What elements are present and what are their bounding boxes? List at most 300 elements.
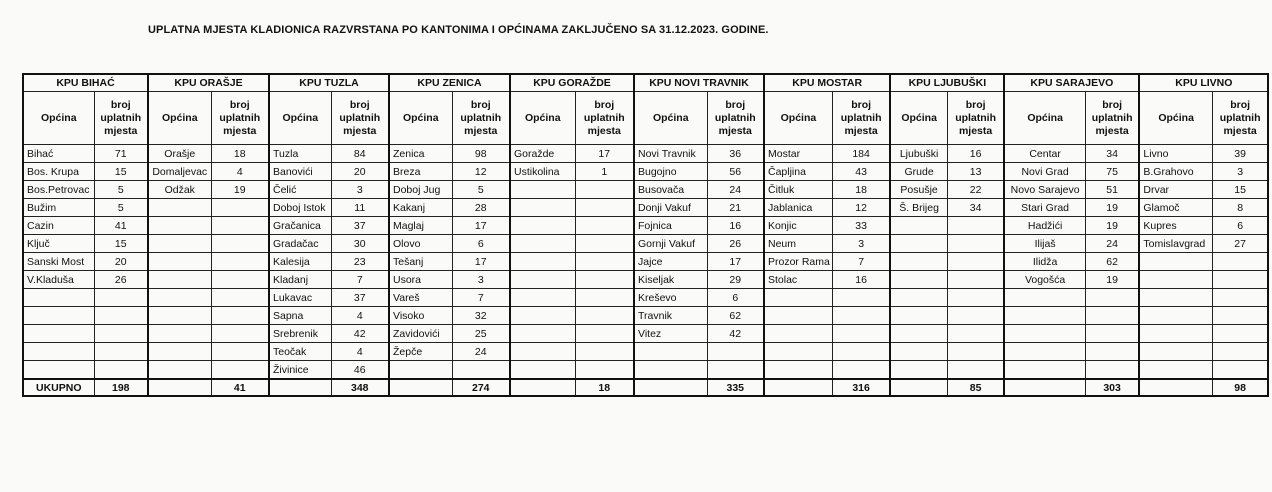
municipality-cell: Konjic xyxy=(764,217,832,235)
count-cell xyxy=(94,325,148,343)
count-cell xyxy=(832,361,890,380)
municipality-cell: Čelić xyxy=(269,181,331,199)
column-header-count-line: mjesta xyxy=(104,124,138,137)
municipality-cell: Š. Brijeg xyxy=(890,199,947,217)
municipality-cell: Novi Grad xyxy=(1004,163,1085,181)
column-header-count xyxy=(1212,92,1268,145)
column-header-count-line: uplatnih xyxy=(840,111,882,124)
count-cell: 98 xyxy=(452,145,510,163)
column-header-count-line: broj xyxy=(725,98,746,111)
count-cell: 5 xyxy=(94,199,148,217)
count-cell: 3 xyxy=(1212,163,1268,181)
count-cell xyxy=(1212,307,1268,325)
count-cell: 36 xyxy=(707,145,764,163)
count-cell xyxy=(575,199,634,217)
count-cell xyxy=(211,343,269,361)
table-row xyxy=(23,271,1268,289)
count-cell: 42 xyxy=(331,325,389,343)
count-cell: 11 xyxy=(331,199,389,217)
column-header-count-line: mjesta xyxy=(1095,124,1129,137)
municipality-cell xyxy=(764,343,832,361)
municipality-cell xyxy=(890,307,947,325)
column-header-count-line: uplatnih xyxy=(339,111,381,124)
municipality-cell: Gornji Vakuf xyxy=(634,235,707,253)
count-cell: 15 xyxy=(94,163,148,181)
column-header-count-line: mjesta xyxy=(223,124,257,137)
municipality-cell: B.Grahovo xyxy=(1139,163,1212,181)
count-cell: 15 xyxy=(1212,181,1268,199)
municipality-cell: Jajce xyxy=(634,253,707,271)
column-header-count-line: mjesta xyxy=(464,124,498,137)
municipality-cell: Kupres xyxy=(1139,217,1212,235)
count-cell: 7 xyxy=(452,289,510,307)
count-cell: 17 xyxy=(452,217,510,235)
column-header-count-line: broj xyxy=(965,98,986,111)
total-label-empty xyxy=(148,379,211,396)
kpu-group-name: KPU NOVI TRAVNIK xyxy=(634,74,764,92)
group-total-value: 85 xyxy=(947,379,1004,396)
column-header-municipality: Općina xyxy=(890,92,947,145)
count-cell: 37 xyxy=(331,289,389,307)
total-label-empty xyxy=(389,379,452,396)
count-cell: 13 xyxy=(947,163,1004,181)
count-cell: 33 xyxy=(832,217,890,235)
municipality-cell xyxy=(890,289,947,307)
count-cell: 17 xyxy=(575,145,634,163)
count-cell: 51 xyxy=(1085,181,1139,199)
count-cell: 43 xyxy=(832,163,890,181)
count-cell: 7 xyxy=(832,253,890,271)
count-cell: 3 xyxy=(452,271,510,289)
municipality-cell xyxy=(510,217,575,235)
column-header-count-line: uplatnih xyxy=(1091,111,1133,124)
column-header-count-line: broj xyxy=(229,98,250,111)
column-header-count-line: broj xyxy=(594,98,615,111)
municipality-cell: Živinice xyxy=(269,361,331,380)
count-cell xyxy=(575,235,634,253)
municipality-cell xyxy=(764,289,832,307)
municipality-cell: V.Kladuša xyxy=(23,271,94,289)
count-cell xyxy=(575,343,634,361)
municipality-cell xyxy=(510,253,575,271)
count-cell xyxy=(947,271,1004,289)
kpu-group-name: KPU GORAŽDE xyxy=(510,74,634,92)
table-row xyxy=(23,343,1268,361)
count-cell xyxy=(947,289,1004,307)
municipality-cell: Fojnica xyxy=(634,217,707,235)
count-cell: 26 xyxy=(707,235,764,253)
count-cell xyxy=(575,289,634,307)
count-cell: 19 xyxy=(1085,199,1139,217)
table-row xyxy=(23,289,1268,307)
municipality-cell: Lukavac xyxy=(269,289,331,307)
column-header-count xyxy=(94,92,148,145)
column-header-count-line: broj xyxy=(1102,98,1123,111)
column-header-count-line: uplatnih xyxy=(1219,111,1261,124)
count-cell: 17 xyxy=(707,253,764,271)
municipality-cell xyxy=(1004,361,1085,380)
count-cell: 23 xyxy=(331,253,389,271)
municipality-cell: Teočak xyxy=(269,343,331,361)
count-cell: 84 xyxy=(331,145,389,163)
count-cell xyxy=(1212,271,1268,289)
municipality-cell: Breza xyxy=(389,163,452,181)
municipality-cell: Bihać xyxy=(23,145,94,163)
group-total-value: 303 xyxy=(1085,379,1139,396)
municipality-cell: Domaljevac xyxy=(148,163,211,181)
municipality-cell xyxy=(148,217,211,235)
municipality-cell: Goražde xyxy=(510,145,575,163)
municipality-cell: Tešanj xyxy=(389,253,452,271)
municipality-cell: Ilijaš xyxy=(1004,235,1085,253)
kpu-group-name: KPU MOSTAR xyxy=(764,74,890,92)
column-header-count-line: mjesta xyxy=(844,124,878,137)
municipality-cell: Kreševo xyxy=(634,289,707,307)
column-header-count-line: broj xyxy=(1230,98,1251,111)
municipality-cell: Jablanica xyxy=(764,199,832,217)
count-cell xyxy=(1212,289,1268,307)
count-cell: 20 xyxy=(331,163,389,181)
municipality-cell xyxy=(1139,271,1212,289)
document-title: UPLATNA MJESTA KLADIONICA RAZVRSTANA PO KANTONIMA I OPĆINAMA ZAKLJUČENO SA 31.12.2023. GODINE. xyxy=(148,24,769,36)
municipality-cell xyxy=(1139,307,1212,325)
municipality-cell: Ustikolina xyxy=(510,163,575,181)
kpu-header-row xyxy=(23,74,1268,92)
count-cell xyxy=(1085,343,1139,361)
municipality-cell: Stari Grad xyxy=(1004,199,1085,217)
column-header-count-line: broj xyxy=(349,98,370,111)
municipality-cell xyxy=(148,235,211,253)
column-header-count xyxy=(707,92,764,145)
group-total-value: 98 xyxy=(1212,379,1268,396)
count-cell: 34 xyxy=(947,199,1004,217)
municipality-cell: Novo Sarajevo xyxy=(1004,181,1085,199)
column-header-count-line: mjesta xyxy=(343,124,377,137)
municipality-cell: Banovići xyxy=(269,163,331,181)
municipality-cell: Livno xyxy=(1139,145,1212,163)
municipality-cell: Doboj Istok xyxy=(269,199,331,217)
count-cell: 6 xyxy=(707,289,764,307)
count-cell xyxy=(94,307,148,325)
count-cell xyxy=(1212,361,1268,380)
count-cell: 16 xyxy=(707,217,764,235)
kpu-group-name: KPU SARAJEVO xyxy=(1004,74,1139,92)
table-row xyxy=(23,307,1268,325)
municipality-cell xyxy=(23,289,94,307)
municipality-cell xyxy=(510,361,575,380)
column-header-count-line: broj xyxy=(851,98,872,111)
municipality-cell xyxy=(510,199,575,217)
count-cell: 4 xyxy=(211,163,269,181)
count-cell: 16 xyxy=(832,271,890,289)
municipality-cell xyxy=(890,325,947,343)
municipality-cell xyxy=(510,235,575,253)
column-header-count xyxy=(452,92,510,145)
count-cell: 5 xyxy=(94,181,148,199)
count-cell xyxy=(947,361,1004,380)
column-header-count-line: broj xyxy=(110,98,131,111)
municipality-cell: Tuzla xyxy=(269,145,331,163)
municipality-cell xyxy=(148,325,211,343)
count-cell: 71 xyxy=(94,145,148,163)
municipality-cell xyxy=(1004,325,1085,343)
count-cell xyxy=(947,325,1004,343)
municipality-cell xyxy=(148,199,211,217)
count-cell xyxy=(1212,343,1268,361)
count-cell xyxy=(1085,307,1139,325)
count-cell xyxy=(1085,325,1139,343)
count-cell xyxy=(211,289,269,307)
municipality-cell xyxy=(148,343,211,361)
count-cell xyxy=(452,361,510,380)
count-cell: 3 xyxy=(331,181,389,199)
count-cell: 4 xyxy=(331,307,389,325)
table-row xyxy=(23,325,1268,343)
municipality-cell: Travnik xyxy=(634,307,707,325)
municipality-cell: Zavidovići xyxy=(389,325,452,343)
municipality-cell xyxy=(634,343,707,361)
municipality-cell: Donji Vakuf xyxy=(634,199,707,217)
column-header-count-line: uplatnih xyxy=(583,111,625,124)
group-total-value: 274 xyxy=(452,379,510,396)
count-cell xyxy=(575,271,634,289)
kpu-municipality-table xyxy=(22,73,1269,397)
group-total-value: 18 xyxy=(575,379,634,396)
count-cell: 32 xyxy=(452,307,510,325)
count-cell xyxy=(94,361,148,380)
count-cell: 56 xyxy=(707,163,764,181)
municipality-cell xyxy=(510,289,575,307)
municipality-cell: Vareš xyxy=(389,289,452,307)
municipality-cell xyxy=(23,307,94,325)
count-cell: 12 xyxy=(832,199,890,217)
count-cell xyxy=(575,361,634,380)
municipality-cell: Hadžići xyxy=(1004,217,1085,235)
municipality-cell xyxy=(389,361,452,380)
municipality-cell xyxy=(1004,289,1085,307)
table-row xyxy=(23,235,1268,253)
column-header-municipality: Općina xyxy=(148,92,211,145)
municipality-cell xyxy=(148,307,211,325)
count-cell xyxy=(575,307,634,325)
table-row xyxy=(23,361,1268,380)
column-header-row xyxy=(23,92,1268,145)
table-row xyxy=(23,145,1268,163)
count-cell: 4 xyxy=(331,343,389,361)
count-cell: 20 xyxy=(94,253,148,271)
count-cell: 24 xyxy=(452,343,510,361)
column-header-municipality: Općina xyxy=(23,92,94,145)
count-cell: 34 xyxy=(1085,145,1139,163)
table-row xyxy=(23,163,1268,181)
group-total-value: 316 xyxy=(832,379,890,396)
count-cell: 12 xyxy=(452,163,510,181)
group-total-value: 198 xyxy=(94,379,148,396)
count-cell: 27 xyxy=(1212,235,1268,253)
municipality-cell: Kalesija xyxy=(269,253,331,271)
count-cell xyxy=(707,361,764,380)
column-header-municipality: Općina xyxy=(1139,92,1212,145)
count-cell: 5 xyxy=(452,181,510,199)
count-cell: 17 xyxy=(452,253,510,271)
count-cell xyxy=(947,307,1004,325)
count-cell: 3 xyxy=(832,235,890,253)
count-cell: 37 xyxy=(331,217,389,235)
municipality-cell: Olovo xyxy=(389,235,452,253)
column-header-municipality: Općina xyxy=(269,92,331,145)
municipality-cell xyxy=(1139,253,1212,271)
count-cell xyxy=(832,307,890,325)
municipality-cell: Čapljina xyxy=(764,163,832,181)
count-cell xyxy=(211,217,269,235)
total-label-empty xyxy=(634,379,707,396)
count-cell: 16 xyxy=(947,145,1004,163)
municipality-cell: Bužim xyxy=(23,199,94,217)
table-row xyxy=(23,199,1268,217)
count-cell: 41 xyxy=(94,217,148,235)
total-label-empty xyxy=(764,379,832,396)
municipality-cell xyxy=(1139,343,1212,361)
municipality-cell xyxy=(148,253,211,271)
count-cell xyxy=(211,361,269,380)
municipality-cell: Doboj Jug xyxy=(389,181,452,199)
count-cell xyxy=(211,307,269,325)
municipality-cell xyxy=(890,271,947,289)
count-cell xyxy=(832,325,890,343)
column-header-count-line: uplatnih xyxy=(100,111,142,124)
municipality-cell: Čitluk xyxy=(764,181,832,199)
total-label-empty xyxy=(510,379,575,396)
column-header-municipality: Općina xyxy=(1004,92,1085,145)
municipality-cell xyxy=(764,307,832,325)
municipality-cell: Kladanj xyxy=(269,271,331,289)
municipality-cell: Vogošća xyxy=(1004,271,1085,289)
municipality-cell xyxy=(890,361,947,380)
municipality-cell xyxy=(148,361,211,380)
total-label-empty xyxy=(1139,379,1212,396)
count-cell: 39 xyxy=(1212,145,1268,163)
column-header-municipality: Općina xyxy=(764,92,832,145)
municipality-cell xyxy=(1004,343,1085,361)
municipality-cell: Vitez xyxy=(634,325,707,343)
municipality-cell: Orašje xyxy=(148,145,211,163)
count-cell: 28 xyxy=(452,199,510,217)
municipality-cell: Kakanj xyxy=(389,199,452,217)
total-label-empty xyxy=(890,379,947,396)
municipality-cell: Mostar xyxy=(764,145,832,163)
municipality-cell xyxy=(1139,289,1212,307)
column-header-count xyxy=(575,92,634,145)
count-cell xyxy=(94,343,148,361)
municipality-cell xyxy=(764,325,832,343)
kpu-group-name: KPU TUZLA xyxy=(269,74,389,92)
count-cell xyxy=(1212,253,1268,271)
municipality-cell: Kiseljak xyxy=(634,271,707,289)
count-cell: 1 xyxy=(575,163,634,181)
count-cell xyxy=(211,253,269,271)
municipality-cell: Tomislavgrad xyxy=(1139,235,1212,253)
municipality-cell: Gradačac xyxy=(269,235,331,253)
municipality-cell xyxy=(510,343,575,361)
count-cell: 18 xyxy=(832,181,890,199)
count-cell: 24 xyxy=(707,181,764,199)
count-cell xyxy=(832,343,890,361)
municipality-cell: Novi Travnik xyxy=(634,145,707,163)
municipality-cell: Ljubuški xyxy=(890,145,947,163)
count-cell: 29 xyxy=(707,271,764,289)
table-row xyxy=(23,217,1268,235)
count-cell: 24 xyxy=(1085,235,1139,253)
municipality-cell: Prozor Rama xyxy=(764,253,832,271)
count-cell: 30 xyxy=(331,235,389,253)
municipality-cell xyxy=(634,361,707,380)
municipality-cell: Stolac xyxy=(764,271,832,289)
column-header-count-line: uplatnih xyxy=(219,111,261,124)
municipality-cell: Gračanica xyxy=(269,217,331,235)
count-cell xyxy=(1212,325,1268,343)
municipality-cell: Bos.Petrovac xyxy=(23,181,94,199)
total-label-empty xyxy=(269,379,331,396)
municipality-cell xyxy=(23,361,94,380)
municipality-cell xyxy=(23,343,94,361)
count-cell: 42 xyxy=(707,325,764,343)
municipality-cell: Maglaj xyxy=(389,217,452,235)
column-header-count xyxy=(832,92,890,145)
municipality-cell: Busovača xyxy=(634,181,707,199)
count-cell: 19 xyxy=(211,181,269,199)
municipality-cell: Žepče xyxy=(389,343,452,361)
count-cell: 21 xyxy=(707,199,764,217)
municipality-cell xyxy=(510,271,575,289)
column-header-count xyxy=(211,92,269,145)
count-cell xyxy=(211,235,269,253)
column-header-count xyxy=(1085,92,1139,145)
municipality-cell: Bos. Krupa xyxy=(23,163,94,181)
column-header-count-line: mjesta xyxy=(1223,124,1257,137)
count-cell xyxy=(211,325,269,343)
totals-row xyxy=(23,379,1268,396)
count-cell: 8 xyxy=(1212,199,1268,217)
municipality-cell: Odžak xyxy=(148,181,211,199)
count-cell: 19 xyxy=(1085,271,1139,289)
column-header-count-line: uplatnih xyxy=(714,111,756,124)
count-cell: 18 xyxy=(211,145,269,163)
count-cell xyxy=(947,235,1004,253)
count-cell: 46 xyxy=(331,361,389,380)
kpu-group-name: KPU LJUBUŠKI xyxy=(890,74,1004,92)
count-cell xyxy=(575,253,634,271)
municipality-cell: Bugojno xyxy=(634,163,707,181)
municipality-cell xyxy=(148,289,211,307)
column-header-count-line: mjesta xyxy=(958,124,993,137)
municipality-cell: Drvar xyxy=(1139,181,1212,199)
municipality-cell: Srebrenik xyxy=(269,325,331,343)
count-cell: 6 xyxy=(1212,217,1268,235)
count-cell xyxy=(575,181,634,199)
municipality-cell: Neum xyxy=(764,235,832,253)
column-header-count xyxy=(947,92,1004,145)
count-cell: 62 xyxy=(707,307,764,325)
count-cell: 25 xyxy=(452,325,510,343)
municipality-cell: Sanski Most xyxy=(23,253,94,271)
count-cell xyxy=(211,199,269,217)
municipality-cell xyxy=(890,235,947,253)
municipality-cell: Ključ xyxy=(23,235,94,253)
column-header-count xyxy=(331,92,389,145)
municipality-cell: Visoko xyxy=(389,307,452,325)
count-cell xyxy=(94,289,148,307)
municipality-cell: Grude xyxy=(890,163,947,181)
